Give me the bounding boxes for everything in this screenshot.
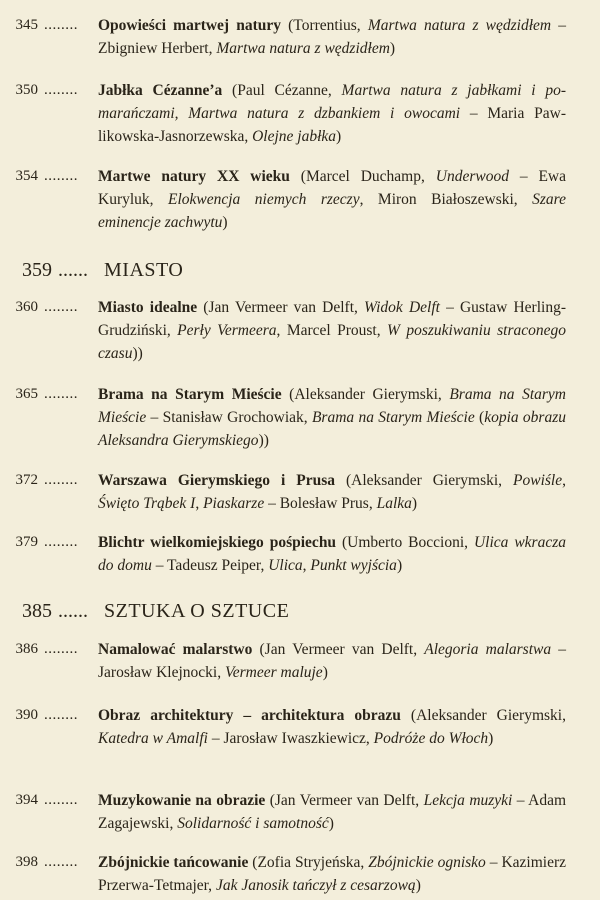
toc-leader-dots: ........ xyxy=(44,168,78,184)
toc-entry-desc: ) xyxy=(222,214,228,231)
toc-entry-desc: , Marcel Proust, xyxy=(276,322,388,339)
toc-entry-work: Katedra w Amalfi xyxy=(98,730,208,747)
toc-entry xyxy=(0,383,600,452)
toc-leader-dots: ........ xyxy=(44,792,78,808)
toc-leader-dots: ........ xyxy=(44,641,78,657)
toc-entry-desc: (Jan Vermeer van Delft, xyxy=(197,299,365,316)
toc-entry-title: Miasto idealne xyxy=(98,299,198,316)
toc-entry xyxy=(0,531,600,577)
toc-leader-dots: ........ xyxy=(44,299,78,315)
toc-entry-desc: – Jarosław Klejnocki, xyxy=(98,641,567,681)
toc-section-heading xyxy=(0,257,600,283)
toc-entry-work: Szare eminencje zachwytu xyxy=(98,191,566,231)
toc-page-number: 365 xyxy=(15,386,38,402)
toc-entry-title: Opowieści martwej natury xyxy=(98,17,282,34)
toc-entry-title: Martwe natury XX wieku xyxy=(98,168,290,185)
toc-entry-work: Vermeer maluje xyxy=(224,664,323,681)
toc-entry-desc: , xyxy=(562,472,566,489)
toc-entry-text xyxy=(98,704,566,750)
toc-leader-dots: ........ xyxy=(44,472,78,488)
toc-entry-desc: (Zofia Stryjeńska, xyxy=(248,854,369,871)
toc-entry-desc: – Stanisław Grochowiak, xyxy=(146,409,312,426)
toc-entry-desc: (Marcel Duchamp, xyxy=(289,168,436,185)
toc-entry-desc: (Umberto Boccioni, xyxy=(336,534,474,551)
toc-entry-desc: ( xyxy=(474,409,485,426)
toc-entry-work: Alegoria malarstwa xyxy=(424,641,552,658)
toc-section-title: MIASTO xyxy=(104,259,184,281)
toc-entry-desc: ) xyxy=(322,664,328,681)
toc-entry-work: Ulica xyxy=(268,557,303,574)
toc-entry-work: Martwa natura z jabłkami i pomarańczami, Martwa natura z dzbankiem i owocami xyxy=(98,82,566,122)
toc-entry-desc: – Zbigniew Herbert, xyxy=(98,17,566,57)
toc-entry-work: Perły Vermeera xyxy=(177,322,277,339)
toc-entry-desc: (Aleksander Gierymski, xyxy=(400,707,566,724)
toc-entry-desc: ) xyxy=(411,495,418,512)
toc-entry-title: Muzykowanie na obrazie xyxy=(98,792,266,809)
toc-entry-work: Lekcja muzyki xyxy=(423,792,513,809)
toc-entry-work: Ulica wkracza do domu xyxy=(98,534,566,574)
toc-entry-text xyxy=(98,383,566,452)
toc-entry-work: Lalka xyxy=(376,495,412,512)
toc-entry-desc: )) xyxy=(132,345,143,362)
toc-entry-desc: (Jan Vermeer van Delft, xyxy=(265,792,424,809)
toc-entry-work: Powiśle xyxy=(513,472,563,489)
toc-section-page-number: 385 xyxy=(22,600,52,622)
toc-entry-desc: – Ewa Kuryluk, xyxy=(98,168,566,208)
toc-page-number: 390 xyxy=(15,707,38,723)
toc-section-heading xyxy=(0,598,600,624)
toc-entry-text xyxy=(98,851,566,897)
toc-entry-desc: ) xyxy=(328,815,334,832)
toc-entry-title: Brama na Starym Mieście xyxy=(98,386,282,403)
toc-entry xyxy=(0,165,600,234)
toc-leader-dots: ........ xyxy=(44,854,78,870)
toc-entry-work: Underwood xyxy=(435,168,509,185)
toc-entry-work: Punkt wyjścia xyxy=(310,557,397,574)
toc-entry-work: W poszukiwaniu straconego czasu xyxy=(98,322,567,362)
toc-entry-desc: , xyxy=(302,557,311,574)
toc-entry-title: Namalować malarstwo xyxy=(98,641,253,658)
toc-entry-work: Podróże do Włoch xyxy=(373,730,489,747)
toc-entry-desc: ) xyxy=(336,128,342,145)
toc-entry-title: Obraz architektury – architektura obrazu xyxy=(98,707,401,724)
toc-page-number: 394 xyxy=(15,792,38,808)
toc-entry-work: Martwa natura z wędzidłem xyxy=(216,40,390,57)
toc-entry-desc: – Adam Zagajewski, xyxy=(98,792,567,832)
toc-leader-dots: ........ xyxy=(44,17,78,33)
toc-entry-desc: , Miron Białoszewski, xyxy=(359,191,533,208)
toc-entry-desc: ) xyxy=(488,730,494,747)
toc-entry-text xyxy=(98,531,566,577)
toc-entry-text xyxy=(98,296,566,365)
toc-entry xyxy=(0,79,600,148)
toc-entry-desc: (Jan Vermeer van Delft, xyxy=(252,641,425,658)
toc-entry-text xyxy=(98,79,566,148)
toc-entry-desc: – Maria Pawlikowska-Jasnorzewska, xyxy=(98,105,566,145)
toc-entry xyxy=(0,296,600,365)
toc-page-number: 386 xyxy=(15,641,38,657)
toc-entry xyxy=(0,789,600,835)
toc-entry-desc: – Jarosław Iwaszkiewicz, xyxy=(207,730,374,747)
toc-entry-work: Solidarność i samotność xyxy=(177,815,329,832)
toc-leader-dots: ...... xyxy=(58,600,88,622)
toc-entry-desc: (Aleksander Gierymski, xyxy=(281,386,450,403)
toc-entry-desc: ) xyxy=(415,877,421,894)
toc-entry-work: Brama na Starym Mieście xyxy=(98,386,566,426)
toc-entry xyxy=(0,469,600,515)
toc-entry-work: Olejne jabłka xyxy=(252,128,337,145)
toc-entry-title: Warszawa Gierymskiego i Prusa xyxy=(98,472,336,489)
toc-page-number: 372 xyxy=(15,472,38,488)
toc-entry xyxy=(0,638,600,684)
toc-entry-text xyxy=(98,14,566,60)
toc-section-title: SZTUKA O SZTUCE xyxy=(104,600,290,622)
toc-entry xyxy=(0,851,600,897)
toc-section-page-number: 359 xyxy=(22,259,52,281)
toc-entry-desc: – Kazimierz Przerwa-Tetmajer, xyxy=(98,854,566,894)
toc-entry-text xyxy=(98,469,566,515)
toc-leader-dots: ........ xyxy=(44,82,78,98)
toc-entry-desc: – Tadeusz Peiper, xyxy=(151,557,269,574)
toc-leader-dots: ...... xyxy=(58,259,88,281)
toc-entry-text xyxy=(98,638,566,684)
toc-entry-title: Blichtr wielkomiejskiego pośpiechu xyxy=(98,534,337,551)
toc-entry-work: Zbójnickie ognisko xyxy=(368,854,486,871)
toc-entry xyxy=(0,704,600,750)
toc-page-number: 360 xyxy=(15,299,38,315)
toc-entry xyxy=(0,14,600,60)
toc-leader-dots: ........ xyxy=(44,707,78,723)
toc-entry-text xyxy=(98,789,566,835)
toc-leader-dots: ........ xyxy=(44,534,78,550)
toc-entry-work: Święto Trąbek I xyxy=(98,495,196,512)
toc-entry-desc: – Gustaw Herling-Grudziński, xyxy=(98,299,566,339)
toc-entry-desc: )) xyxy=(258,432,269,449)
toc-page-number: 379 xyxy=(15,534,38,550)
toc-entry-work: Widok Delft xyxy=(364,299,440,316)
toc-entry-desc: ) xyxy=(396,557,403,574)
toc-entry-work: Brama na Starym Mieście xyxy=(311,409,475,426)
toc-entry-desc: , xyxy=(195,495,204,512)
toc-entry-desc: (Aleksander Gierymski, xyxy=(335,472,514,489)
toc-entry-desc: (Paul Cézanne, xyxy=(222,82,342,99)
toc-entry-title: Jabłka Cézanne’a xyxy=(98,82,223,99)
toc-entry-work: Piaskarze xyxy=(203,495,265,512)
toc-entry-text xyxy=(98,165,566,234)
toc-page-number: 398 xyxy=(15,854,38,870)
toc-page-number: 354 xyxy=(15,168,38,184)
toc-entry-title: Zbójnickie tańcowanie xyxy=(98,854,249,871)
toc-page-number: 345 xyxy=(15,17,38,33)
toc-entry-desc: – Bolesław Prus, xyxy=(264,495,377,512)
toc-entry-desc: ) xyxy=(389,40,396,57)
toc-entry-work: kopia obrazu Aleksandra Gierymskiego xyxy=(98,409,566,449)
toc-page-number: 350 xyxy=(15,82,38,98)
toc-leader-dots: ........ xyxy=(44,386,78,402)
toc-entry-work: Jak Janosik tańczył z cesarzową xyxy=(215,877,416,894)
toc-entry-desc: (Torrentius, xyxy=(281,17,368,34)
toc-entry-work: Martwa natura z wędzidłem xyxy=(367,17,552,34)
toc-entry-work: Elokwencja niemych rzeczy xyxy=(168,191,360,208)
